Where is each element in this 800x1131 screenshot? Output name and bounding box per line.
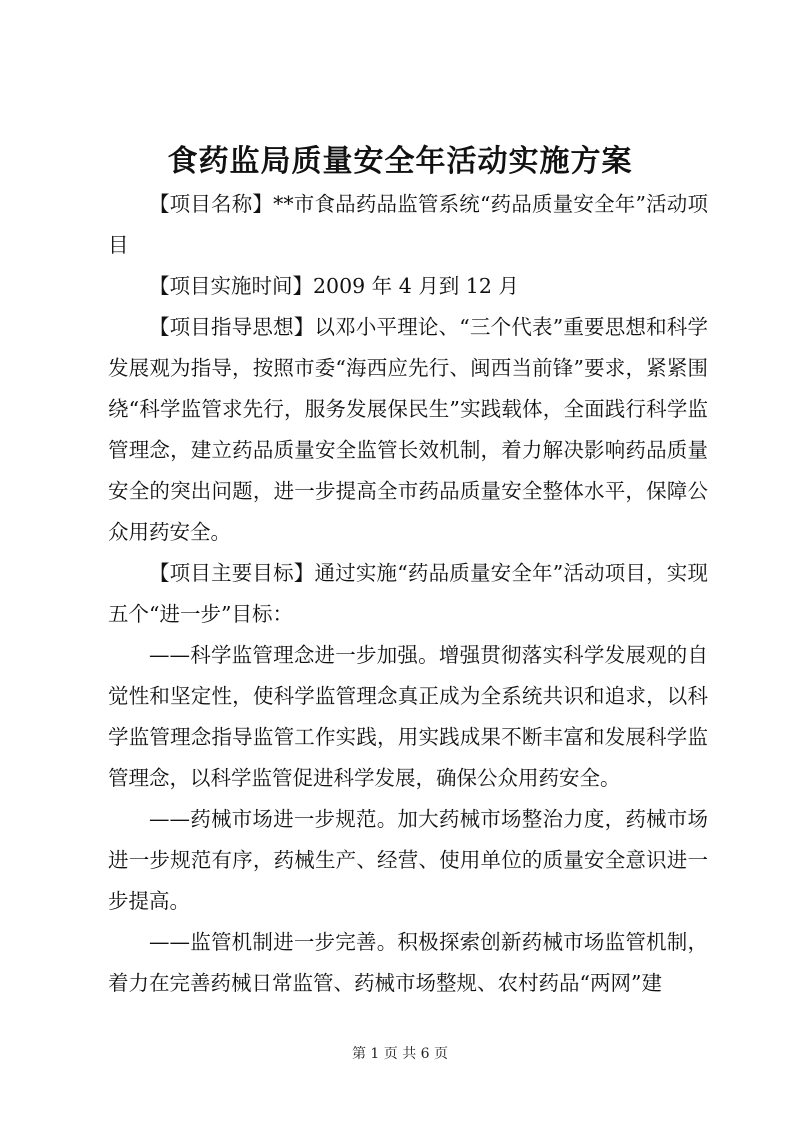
document-body bbox=[108, 184, 708, 1004]
paragraph-goal-market: ——药械市场进一步规范。加大药械市场整治力度，药械市场进一步规范有序，药械生产、经营、使用单位的质量安全意识进一步提高。 bbox=[108, 807, 708, 913]
paragraph-implementation-time: 【项目实施时间】2009 年 4 月到 12 月 bbox=[149, 274, 519, 298]
paragraph-project-name: 【项目名称】**市食品药品监管系统“药品质量安全年”活动项目 bbox=[108, 192, 708, 257]
page-number-footer: 第 1 页 共 6 页 bbox=[351, 1046, 449, 1062]
paragraph-goal-concept: ——科学监管理念进一步加强。增强贯彻落实科学发展观的自觉性和坚定性，使科学监管理念真正成为全系统共识和追求，以科学监管理念指导监管工作实践，用实践成果不断丰富和发展科学监管理念，以科学监管促进科学发展，确保公众用药安全。 bbox=[108, 643, 708, 790]
paragraph-main-goals: 【项目主要目标】通过实施“药品质量安全年”活动项目，实现五个“进一步”目标： bbox=[108, 561, 708, 626]
paragraph-goal-mechanism: ——监管机制进一步完善。积极探索创新药械市场监管机制，着力在完善药械日常监管、药械市场整规、农村药品“两网”建 bbox=[108, 930, 708, 995]
document-title: 食药监局质量安全年活动实施方案 bbox=[167, 144, 633, 179]
paragraph-guiding-principle: 【项目指导思想】以邓小平理论、“三个代表”重要思想和科学发展观为指导，按照市委“海西应先行、闽西当前锋”要求，紧紧围绕“科学监管求先行，服务发展保民生”实践载体，全面践行科学监管理念，建立药品质量安全监管长效机制，着力解决影响药品质量安全的突出问题，进一步提高全市药品质量安全整体水平，保障公众用药安全。 bbox=[108, 315, 708, 544]
